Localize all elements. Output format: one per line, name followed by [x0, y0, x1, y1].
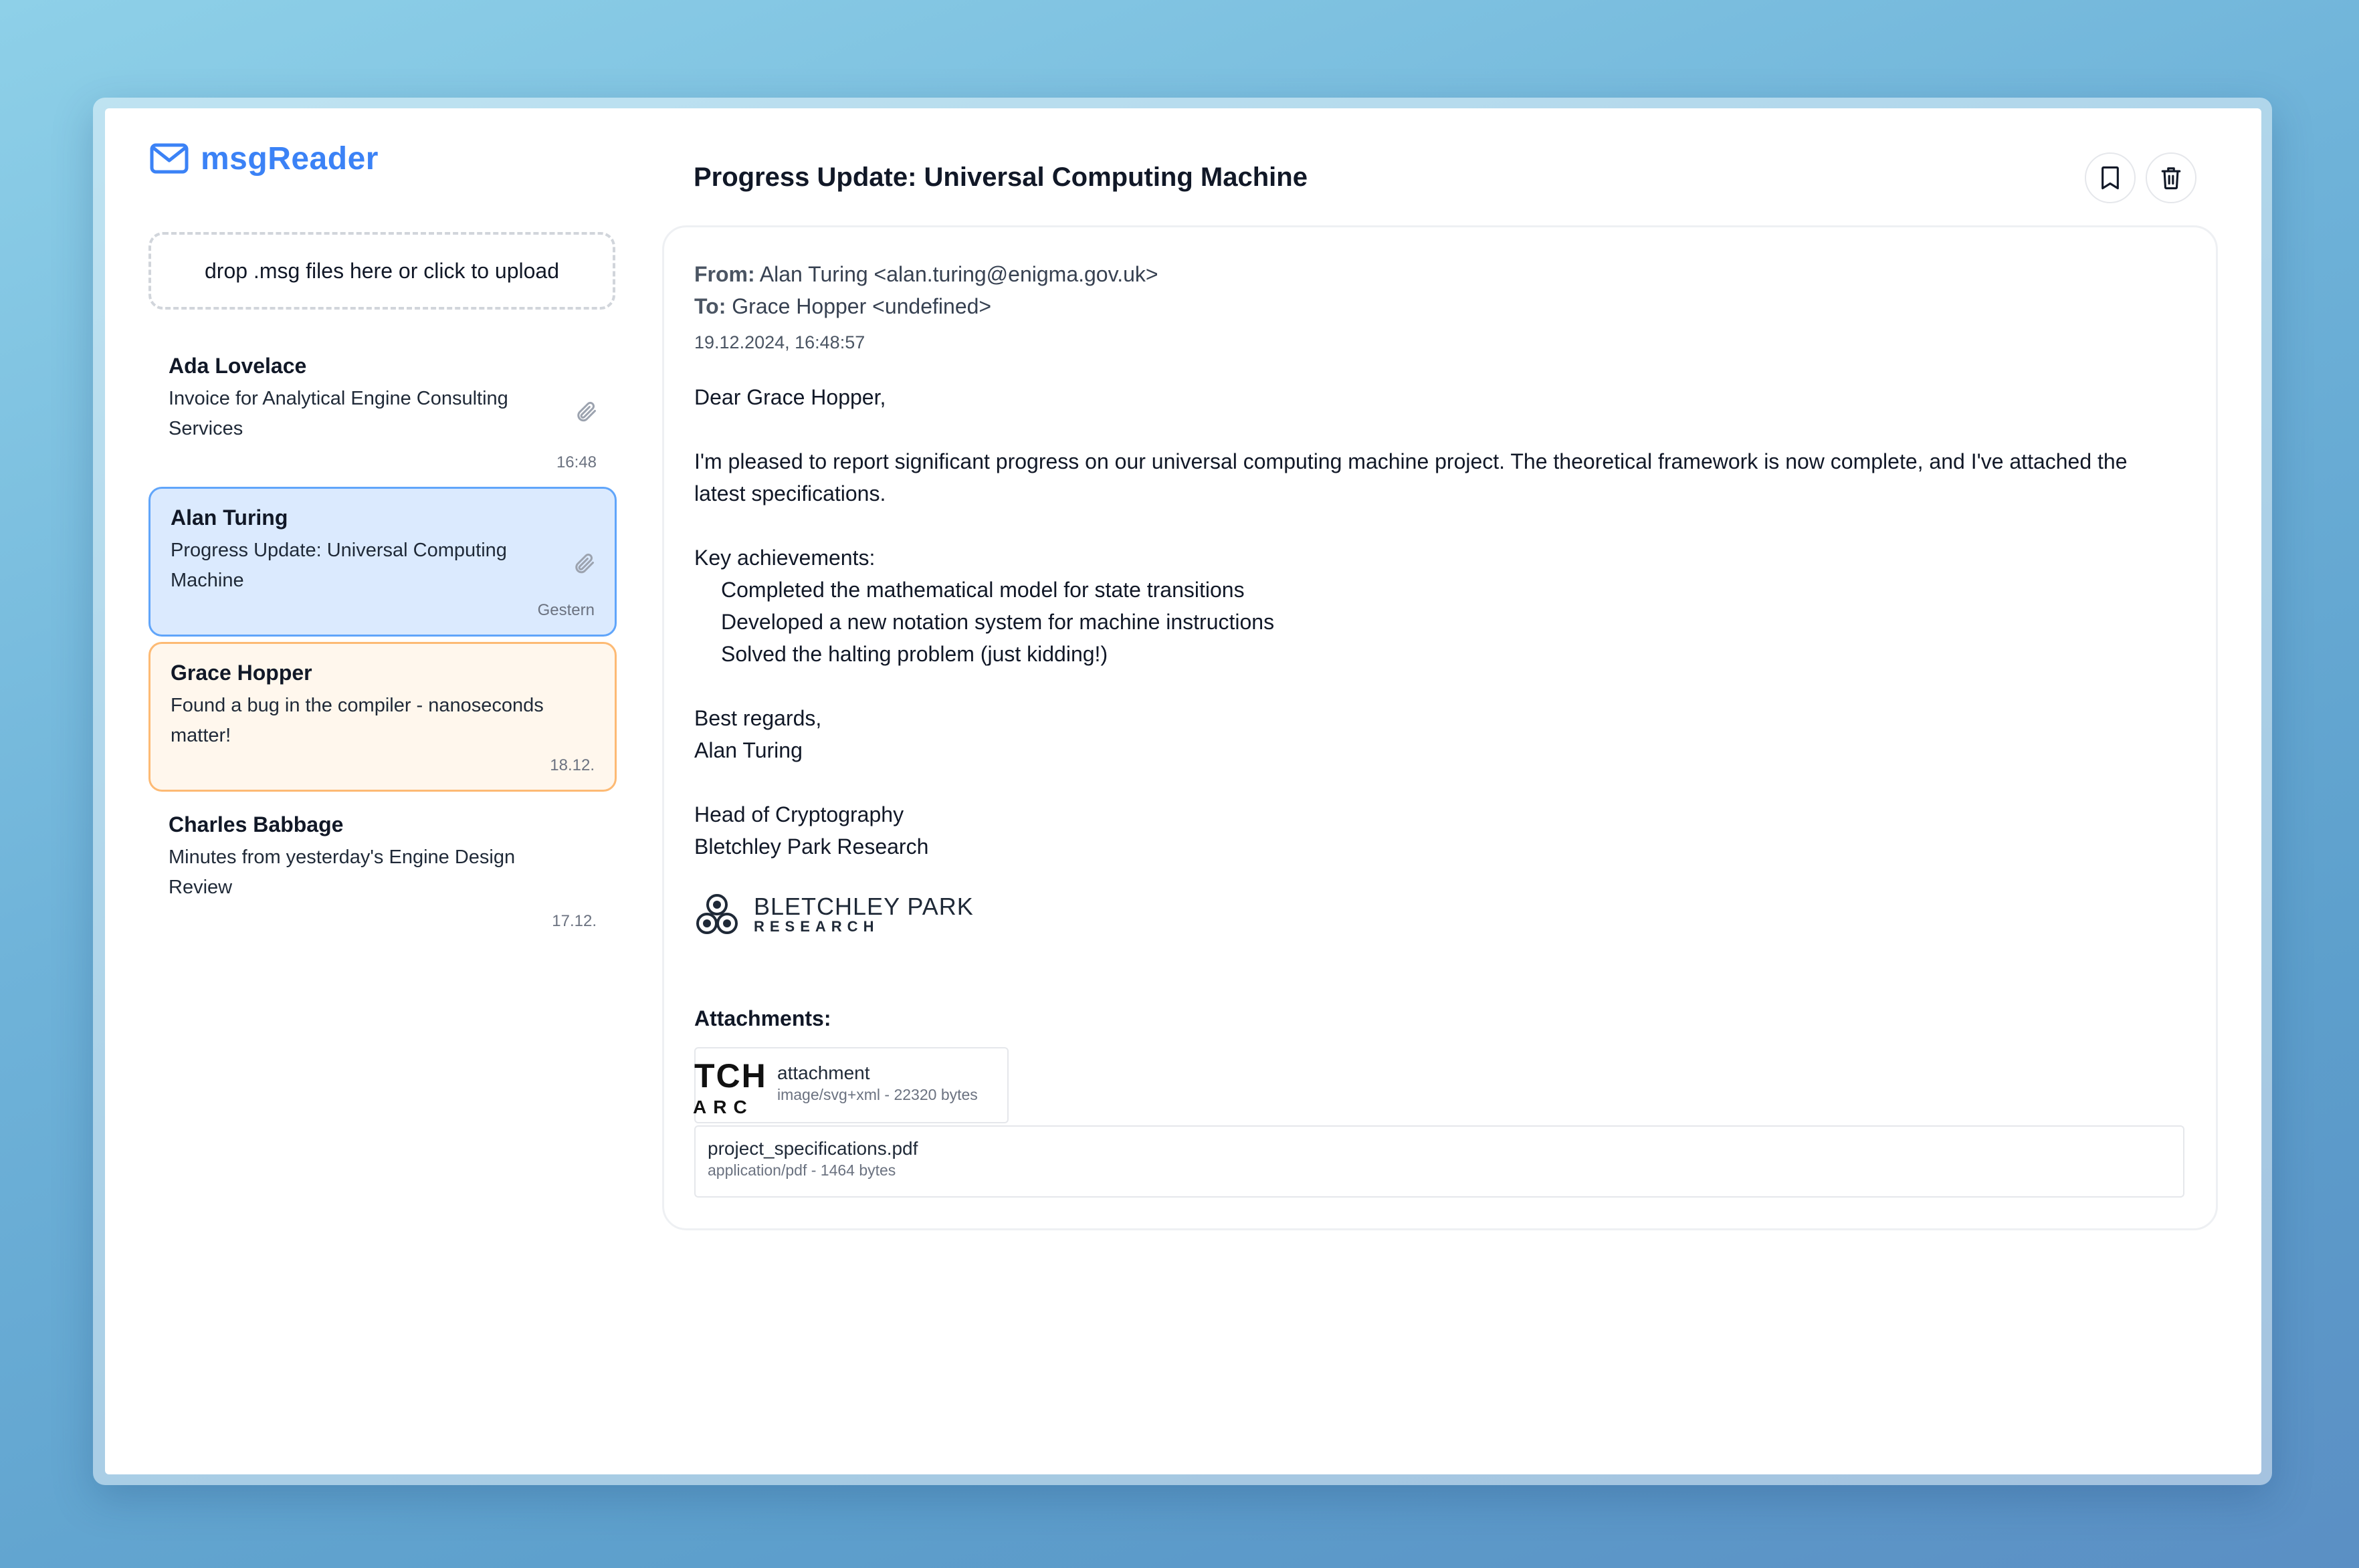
delete-button[interactable] [2146, 152, 2196, 203]
upload-label: drop .msg files here or click to upload [204, 258, 560, 283]
trash-icon [2160, 165, 2182, 191]
achievement-item: Completed the mathematical model for state transitions [721, 578, 1245, 602]
message-time: 16:48 [556, 453, 597, 471]
message-subject: Progress Update: Universal Computing Machine [171, 540, 507, 591]
message-subject: Minutes from yesterday's Engine Design Review [169, 847, 516, 898]
signature-logo [694, 891, 974, 938]
bookmark-icon [2099, 165, 2122, 191]
from-label: From: [694, 262, 755, 286]
message-time: 17.12. [552, 912, 597, 930]
message-subject: Found a bug in the compiler - nanoseconds matter! [171, 695, 544, 746]
signature-logo-subtitle: RESEARCH [754, 918, 880, 935]
signer-org: Bletchley Park Research [694, 834, 929, 859]
attachment-name: project_specifications.pdf [708, 1138, 918, 1159]
attachment-item[interactable] [694, 1047, 1009, 1123]
upload-dropzone[interactable] [148, 232, 615, 310]
attachment-name: attachment [777, 1062, 870, 1083]
email-closing: Best regards, [694, 706, 822, 730]
message-sender: Ada Lovelace [169, 354, 307, 378]
paperclip-icon [574, 399, 598, 425]
paperclip-icon [572, 550, 596, 577]
app-logo [150, 135, 379, 182]
achievement-item: Solved the halting problem (just kidding!) [721, 642, 1108, 666]
message-list-item-flagged[interactable] [148, 642, 617, 792]
attachment-meta: image/svg+xml - 22320 bytes [777, 1086, 978, 1103]
achievement-item: Developed a new notation system for machine instructions [721, 610, 1275, 634]
message-subject: Invoice for Analytical Engine Consulting Services [169, 388, 508, 439]
message-sender: Grace Hopper [171, 661, 312, 685]
achievements-heading: Key achievements: [694, 546, 876, 570]
email-from [694, 259, 1158, 289]
attachment-meta: application/pdf - 1464 bytes [708, 1161, 896, 1179]
email-paragraph: latest specifications. [694, 481, 886, 506]
message-list-item-selected[interactable] [148, 487, 617, 637]
email-greeting: Dear Grace Hopper, [694, 385, 886, 409]
to-value: Grace Hopper <undefined> [732, 294, 992, 318]
mail-icon [150, 143, 189, 174]
message-time: Gestern [537, 601, 595, 619]
attachment-item[interactable] [694, 1125, 2184, 1198]
to-label: To: [694, 294, 726, 318]
email-to [694, 292, 991, 321]
email-paragraph: I'm pleased to report significant progress on our universal computing machine project. The theoretical framework is now complete, and I've attached the [694, 449, 2128, 473]
message-list-item[interactable] [148, 337, 617, 487]
email-subject-title: Progress Update: Universal Computing Machine [694, 162, 1308, 192]
message-sender: Charles Babbage [169, 812, 344, 836]
bookmark-button[interactable] [2085, 152, 2136, 203]
bletchley-emblem-icon [694, 891, 740, 938]
email-date: 19.12.2024, 16:48:57 [694, 332, 865, 352]
attachments-heading: Attachments: [694, 1006, 831, 1030]
message-list-item[interactable] [148, 796, 617, 945]
signer-title: Head of Cryptography [694, 802, 904, 826]
message-time: 18.12. [550, 756, 595, 774]
signature-logo-title: BLETCHLEY PARK [754, 893, 974, 920]
app-name: msgReader [201, 140, 379, 177]
attachment-thumbnail: TCH ARC [700, 1054, 768, 1118]
from-value: Alan Turing <alan.turing@enigma.gov.uk> [759, 262, 1158, 286]
message-sender: Alan Turing [171, 506, 288, 530]
email-signer: Alan Turing [694, 738, 803, 762]
